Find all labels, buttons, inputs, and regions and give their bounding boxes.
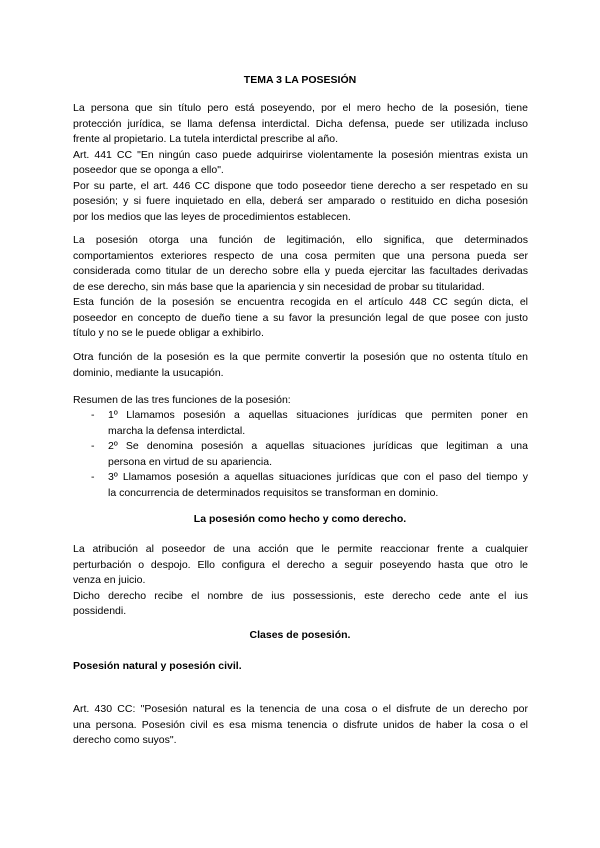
text-line: la concurrencia de determinados requisitos se transforman en dominio. [108, 486, 439, 499]
text-line: dominio, mediante la usucapión. [73, 366, 224, 379]
dash-marker: - [91, 440, 95, 452]
text-line: por los medios que las leyes de procedimientos establecen. [73, 210, 351, 223]
text-line: considerada como titular de un derecho sobre ella y pueda ejercitar las facultades derivadas [73, 265, 528, 277]
intro-paragraph [73, 101, 528, 225]
text-line: poseedor en concepto de dueño tiene a su favor la presunción legal de que posee con justo [73, 311, 528, 324]
text-line: La atribución al poseedor de una acción que le permite reaccionar frente a cualquier [73, 543, 528, 555]
list-item [73, 470, 528, 501]
text-line: 1º Llamamos posesión a aquellas situaciones jurídicas que permiten poner en [108, 409, 528, 421]
text-line: Art. 441 CC "En ningún caso puede adquirirse violentamente la posesión mientras exista un [73, 148, 528, 161]
text-line: frente al propietario. La tutela interdictal prescribe al año. [73, 133, 338, 145]
art-430-paragraph [73, 702, 528, 749]
text-line: Dicho derecho recibe el nombre de ius possessionis, este derecho cede ante el ius [73, 589, 528, 602]
text-line: derecho como suyos". [73, 734, 177, 746]
legitimacion-paragraph [73, 233, 528, 342]
list-item [73, 439, 528, 470]
dash-marker: - [91, 471, 95, 483]
text-line: La posesión otorga una función de legitimación, ello significa, que determinados [73, 234, 528, 246]
text-line: Otra función de la posesión es la que permite convertir la posesión que no ostenta título en [73, 351, 528, 363]
subsection-title-natural-civil: Posesión natural y posesión civil. [73, 660, 242, 672]
text-line: La persona que sin título pero está poseyendo, por el mero hecho de la posesión, tiene [73, 102, 528, 114]
section-title-clases: Clases de posesión. [249, 629, 351, 641]
text-line: Esta función de la posesión se encuentra recogida en el artículo 448 CC según dicta, el [73, 296, 528, 308]
text-line: protección jurídica, se llama defensa interdictal. Dicha defensa, puede ser utilizada incluso [73, 117, 528, 130]
resumen-list [73, 408, 528, 501]
text-line: Por su parte, el art. 446 CC dispone que todo poseedor tiene derecho a ser respetado en su [73, 179, 528, 192]
hecho-derecho-paragraph [73, 542, 528, 620]
text-line: 2º Se denomina posesión a aquellas situaciones jurídicas que legitiman a una [108, 440, 528, 452]
text-line: persona en virtud de su apariencia. [108, 455, 273, 468]
page-title: TEMA 3 LA POSESIÓN [243, 74, 357, 86]
text-line: una persona. Posesión civil es esa misma tenencia o disfrute unidos de haber la cosa o el [73, 718, 528, 731]
text-line: possidendi. [73, 605, 127, 617]
usucapion-paragraph [73, 350, 528, 381]
text-line: poseedor que se oponga a ello". [73, 164, 224, 176]
text-line: perturbación o despojo. Ello configura el derecho a seguir poseyendo hasta que otro le [73, 558, 528, 571]
text-line: Resumen de las tres funciones de la posesión: [73, 394, 291, 406]
text-line: 3º Llamamos posesión a aquellas situaciones jurídicas que con el paso del tiempo y [108, 471, 528, 483]
text-line: marcha la defensa interdictal. [108, 424, 246, 437]
text-line: de ese derecho, sin más base que la apariencia y sin necesidad de probar su titularidad. [73, 280, 485, 293]
dash-marker: - [91, 409, 95, 421]
text-line: posesión; y si fuere inquietado en ella, deberá ser amparado o restituido en dicha posesión [73, 195, 528, 207]
resumen-intro [73, 393, 528, 409]
text-line: comportamientos exteriores respecto de una cosa permiten que una persona pueda ser [73, 249, 528, 262]
list-item [73, 408, 528, 439]
text-line: título y no se le puede obligar a exhibirlo. [73, 327, 264, 339]
section-title-hecho-derecho: La posesión como hecho y como derecho. [193, 513, 407, 525]
text-line: venza en juicio. [73, 574, 146, 586]
text-line: Art. 430 CC: "Posesión natural es la tenencia de una cosa o el disfrute de un derecho por [73, 703, 528, 715]
